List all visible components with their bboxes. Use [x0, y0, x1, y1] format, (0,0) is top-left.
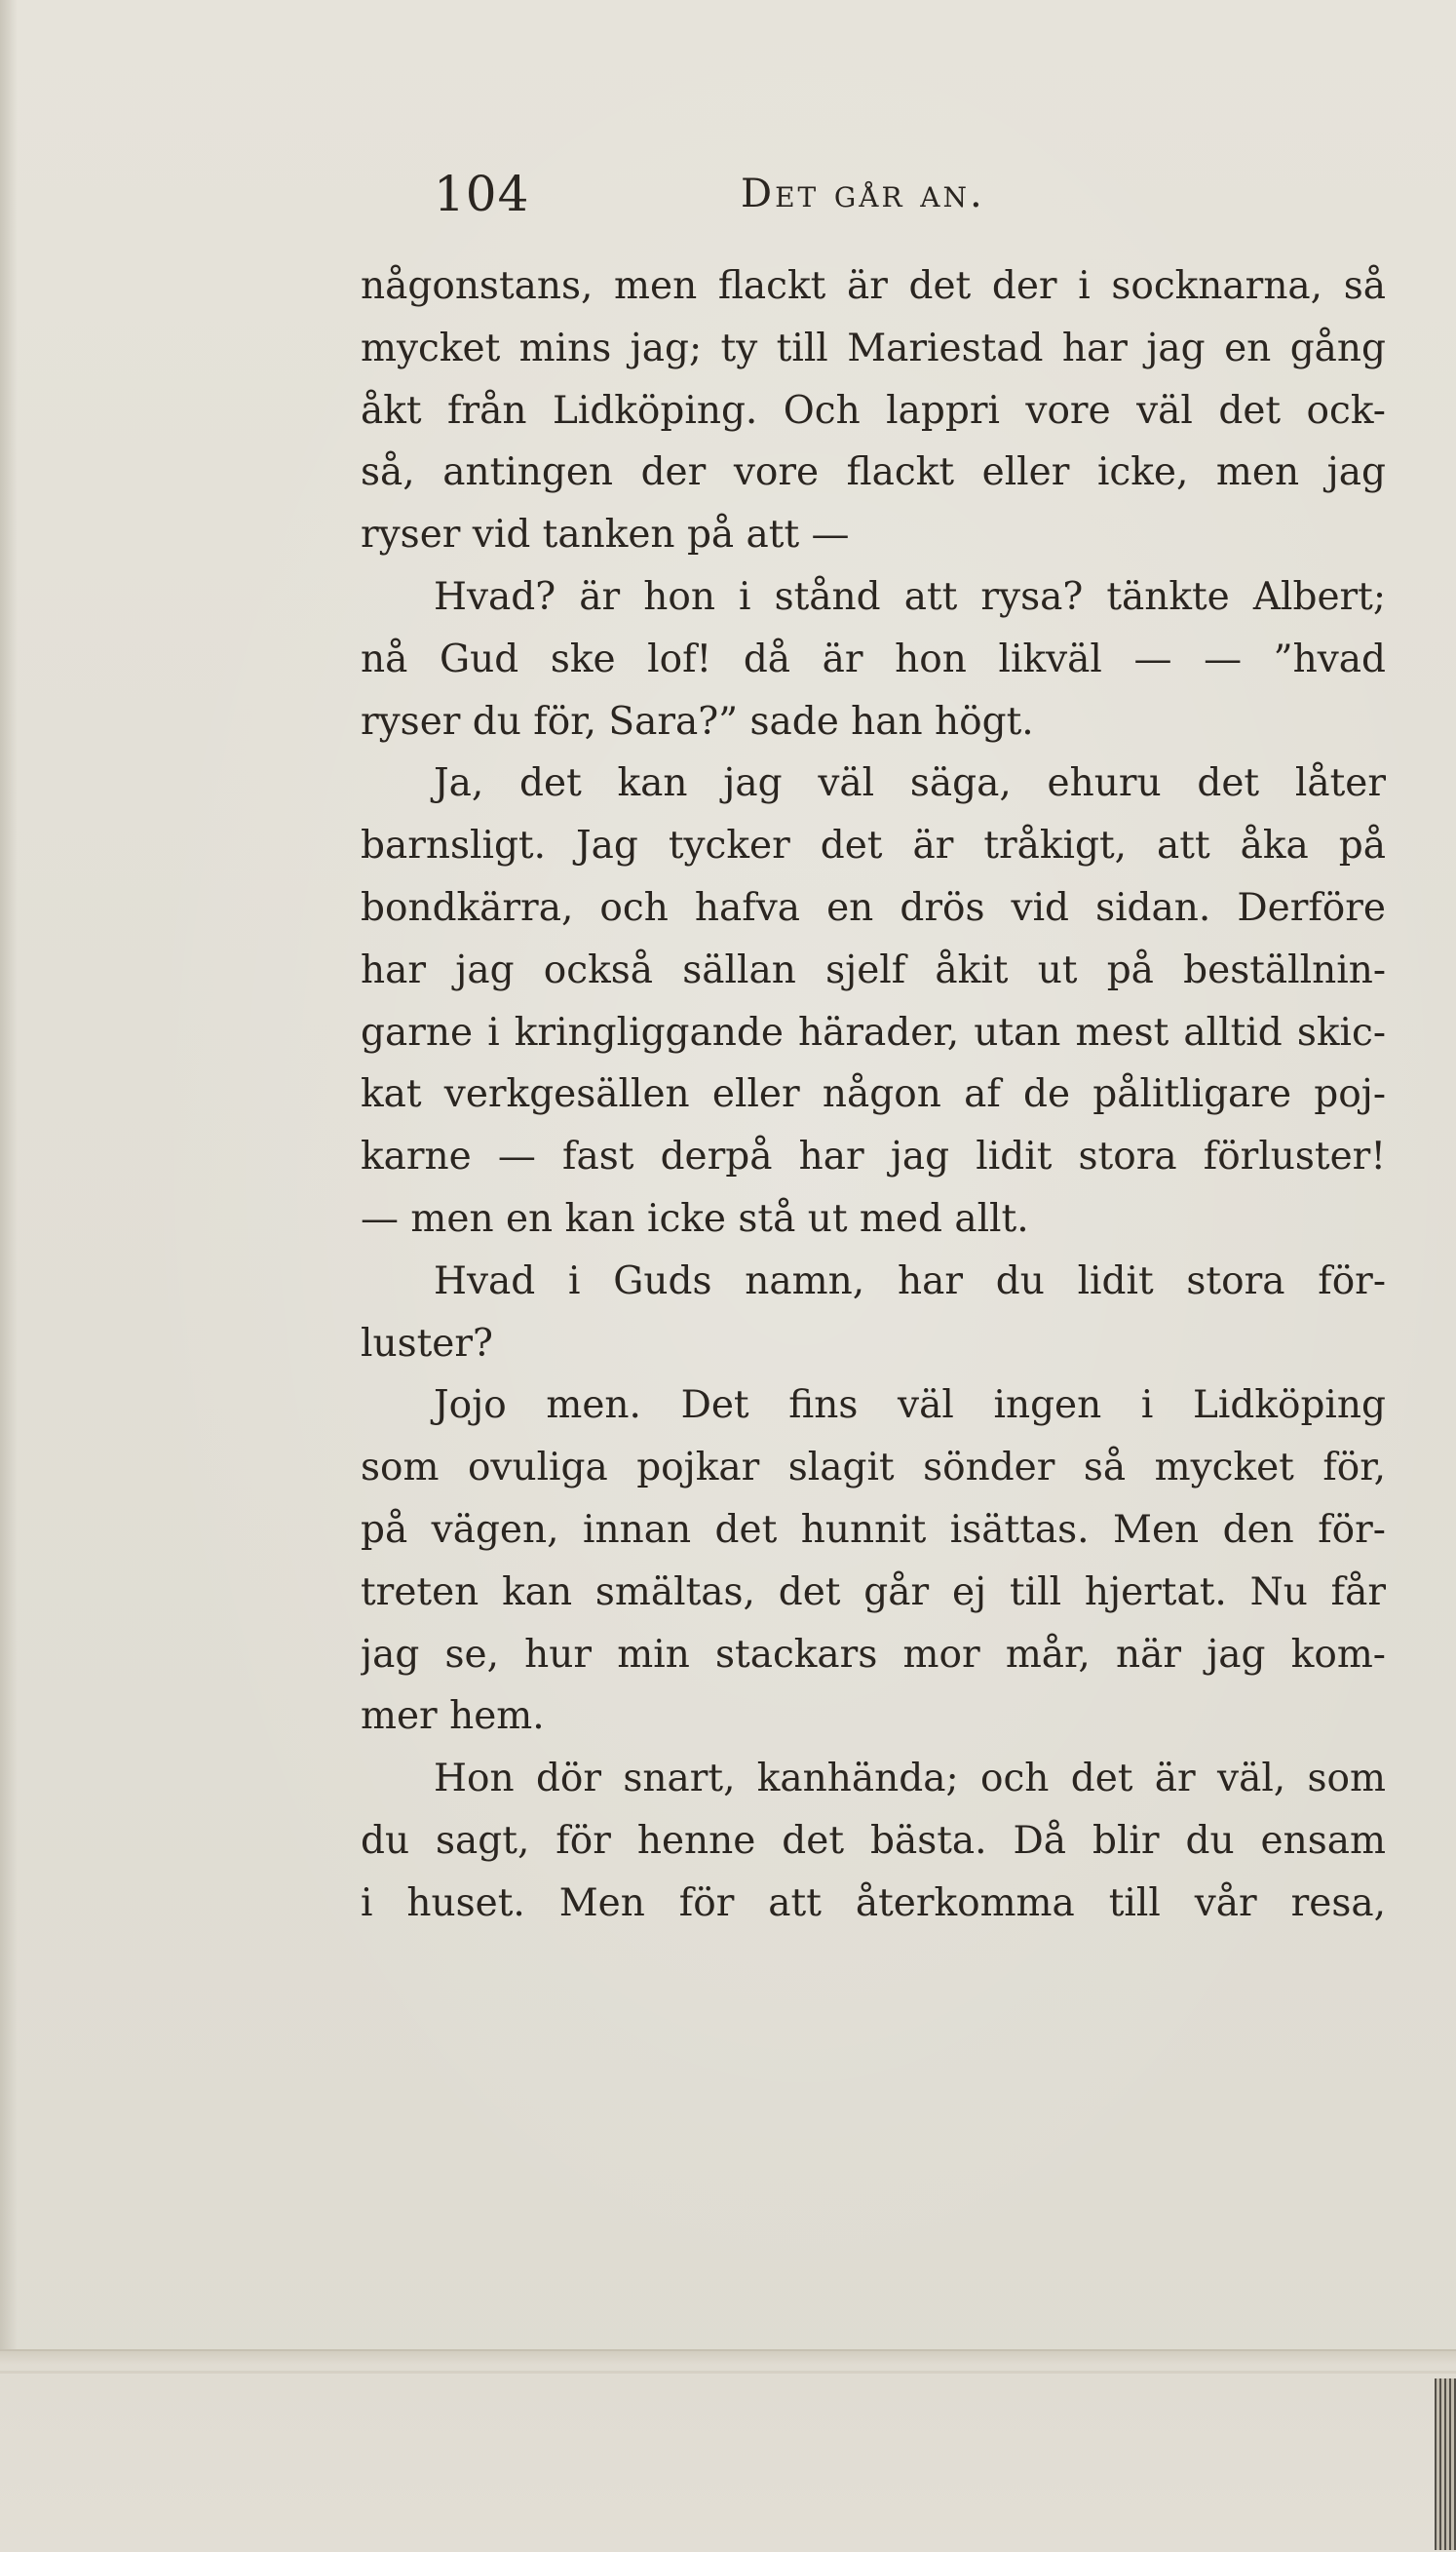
text-line: kat verkgesällen eller någon af de pålitligare poj-: [361, 1072, 1386, 1117]
text-line: mer hem.: [361, 1694, 545, 1739]
text-line: nå Gud ske lof! då är hon likväl — — ”hvad: [361, 637, 1386, 681]
text-line: har jag också sällan sjelf åkit ut på beställnin-: [361, 947, 1386, 992]
text-line: Hon dör snart, kanhända; och det är väl, som: [434, 1757, 1386, 1801]
text-line: Hvad i Guds namn, har du lidit stora för-: [434, 1258, 1386, 1303]
text-line: barnsligt. Jag tycker det är tråkigt, att åka på: [361, 824, 1386, 869]
text-line: jag se, hur min stackars mor mår, när jag kom-: [361, 1632, 1386, 1677]
binding-shadow: [0, 0, 18, 2550]
text-line: som ovuliga pojkar slagit sönder så mycket för,: [361, 1446, 1386, 1490]
body-text: [361, 255, 1386, 1935]
text-line: karne — fast derpå har jag lidit stora förluster!: [361, 1135, 1386, 1179]
page-fold-line: [0, 2371, 1456, 2374]
text-line: Hvad? är hon i stånd att rysa? tänkte Albert;: [434, 574, 1386, 619]
next-sheet-edge: [0, 2349, 1456, 2552]
page-number: 104: [434, 166, 530, 222]
text-line: ryser vid tanken på att —: [361, 513, 850, 558]
text-line: luster?: [361, 1321, 493, 1366]
running-head: [434, 166, 1057, 234]
text-line: du sagt, för henne det bästa. Då blir du ensam: [361, 1818, 1386, 1863]
text-line: någonstans, men flackt är det der i socknarna, så: [361, 264, 1386, 308]
text-line: mycket mins jag; ty till Mariestad har jag en gång: [361, 326, 1386, 370]
page-stack-edge: [1435, 2378, 1456, 2550]
running-title: Det går an.: [741, 172, 985, 216]
text-line: så, antingen der vore flackt eller icke, men jag: [361, 450, 1386, 495]
text-line: garne i kringliggande härader, utan mest alltid skic-: [361, 1010, 1386, 1055]
text-line: ryser du för, Sara?” sade han högt.: [361, 699, 1034, 744]
text-line: i huset. Men för att återkomma till vår resa,: [361, 1880, 1386, 1925]
text-line: treten kan smältas, det går ej till hjertat. Nu får: [361, 1569, 1386, 1614]
text-line: — men en kan icke stå ut med allt.: [361, 1196, 1029, 1241]
text-line: Jojo men. Det fins väl ingen i Lidköping: [434, 1383, 1386, 1428]
text-line: bondkärra, och hafva en drös vid sidan. Derföre: [361, 885, 1386, 930]
text-line: på vägen, innan det hunnit isättas. Men den för-: [361, 1507, 1386, 1552]
text-line: åkt från Lidköping. Och lappri vore väl det ock-: [361, 388, 1386, 433]
text-line: Ja, det kan jag väl säga, ehuru det låter: [434, 761, 1386, 806]
